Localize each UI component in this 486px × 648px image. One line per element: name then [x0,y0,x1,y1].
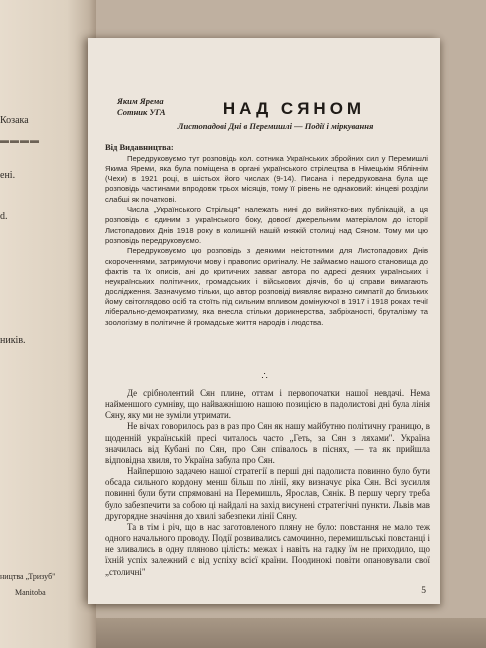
intro-paragraph: Передруковуємо цю розповідь з деякими неістотними для Листопадових Днів скороченнями, затримуючи мову і правопис оригіналу. Не займаємо нашого становища до фактів та їх описів, ані до критичних завваг автора по адресі деяких українських і неукраїнських політичних, громадських і військових діячів, бо ці справи вимагають дослідження. Зазначуємо тільки, що автор розповіді виявляє виразно симпатії до близьких йому світоглядово осіб та стоїть під сильним впливом домінуючої в 1917 і 1918 роках течії ліберально-демократизму, яка внесла стільки дорикнерства, забріханості, бруталізму та зоологізму в політичне й громадське життя народів і людства. [105,246,428,327]
article-body [105,388,430,578]
editor-intro [105,154,428,328]
author-block [117,96,166,118]
page-number: 5 [421,586,426,596]
author-rank: Сотник УГА [117,107,166,117]
article-title: НАД СЯНОМ [222,99,366,118]
body-paragraph: Та в тім і річ, що в нас заготовленого пляну не було: повстання не мало теж одного начального проводу. Події розвивались самочинно, перемишльські повстанці і не зливались в одну пляново цілість: межах і навіть на гадку їм не приходило, що їхній успіх залежний є від успіху всієї країни. Поодинокі повіти опановували свої „столичні" [105,521,430,577]
left-fragment: ені. [0,170,16,181]
body-paragraph: Не вічах говорилось раз в раз про Сян як нашу майбутню політичну границю, в щоденній українській пресі читалось часто „Геть, за Сян з ляхами". Україна значилась від Кубані по Сян, про Сян співалось в піснях, — та як прийшла відповідна хвиля, то Україна забула про Сян. [105,421,430,465]
left-fragment: d. [0,211,8,222]
left-page [0,0,96,648]
author-name: Яким Ярема [117,96,164,106]
book-page [88,38,440,604]
body-paragraph: Де срібнолентий Сян плине, оттам і первопочатки нашої невдачі. Нема найменшого сумніву, що найважнішою нашою позицією в падолистові дні була лінія Сяну, яку ми не зуміли утримати. [105,388,430,421]
left-fragment: ників. [0,335,26,346]
editor-heading: Від Видавництва: [105,142,174,152]
left-bar-fragment: ▬▬▬▬ [0,135,40,145]
left-fragment: Козака [0,115,29,126]
left-fragment: ництва „Тризуб" [0,572,56,581]
intro-paragraph: Передруковуємо тут розповідь кол. сотника Українських збройних сил у Перемишлі Якима Яреми, яка була поміщена в органі українського стрілецтва в Німецькім Ябліннім (Чехи) в 1921 році, в шістьох його числах (9-14). Писана і передрукована була ще розповідь частинами впродовж трьох місяців, тому її рівень не однаковий: кінцеві розділи слабші як початкові. [105,154,428,204]
body-paragraph: Найпершою задачею нашої стратегії в перші дні падолиста повинно було бути обсада сильного кордону менш більш по лінії, яку визначує ріка Сян. Всі зусилля повинні були бути спрямовані на Перемишль, Ярослав, Сянік. В першу чергу треба було забезпечити за собою ці найдалі на захід висунені стратегічні пункти. Львів мав другорядне значіння до хвилі забезпеки лінії Сяну. [105,466,430,521]
left-fragment: Manitoba [15,588,46,597]
article-subtitle: Листопадові Дні в Перемишлі — Події і міркування [177,121,374,131]
section-separator: ∴ [261,371,267,382]
intro-paragraph: Числа „Українського Стрільця" належать нині до вийнятко-вих публікацій, а ця розповідь є єдиним з українського боку, довоєї джерельним матеріалом до історії Листопадових Днів 1918 року в колишній нашій княжій столиці над Сяном. Тому ми цю розповідь передруковуємо. [105,205,428,245]
